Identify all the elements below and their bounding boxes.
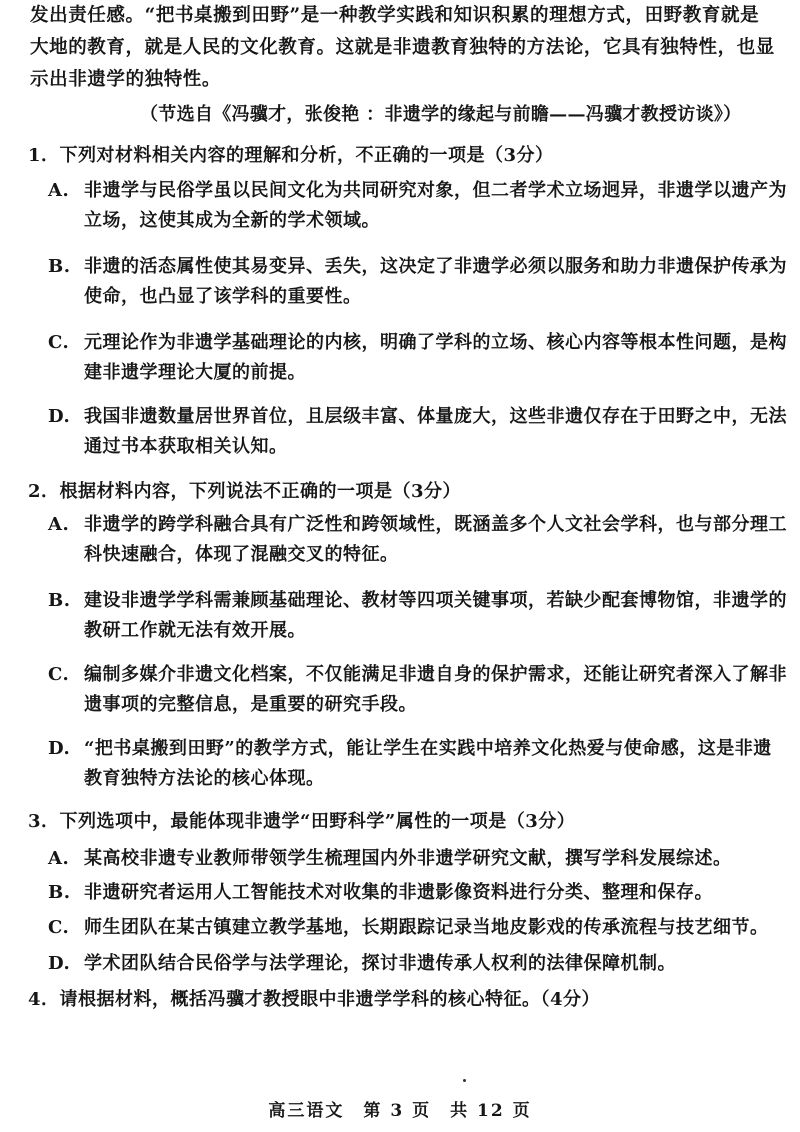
option-label: D. (48, 953, 71, 974)
option-text: 某高校非遗专业教师带领学生梳理国内外非遗学研究文献，撰写学科发展综述。 (84, 848, 732, 869)
option-label: C. (48, 332, 70, 353)
passage-line: 发出责任感。“把书桌搬到田野”是一种教学实践和知识积累的理想方式，田野教育就是 (30, 5, 760, 26)
option-label: C. (48, 664, 70, 685)
question-4-stem: 4．请根据材料，概括冯骥才教授眼中非遗学学科的核心特征。（4分） (28, 989, 601, 1010)
question-3-option-b (48, 879, 788, 907)
option-label: C. (48, 917, 70, 938)
option-text: “把书桌搬到田野”的教学方式，能让学生在实践中培养文化热爱与使命感，这是非遗教育独特方法论的核心体现。 (84, 738, 772, 789)
option-text: 师生团队在某古镇建立教学基地，长期跟踪记录当地皮影戏的传承流程与技艺细节。 (84, 917, 769, 938)
question-3-option-a (48, 845, 788, 873)
question-1-option-d (48, 402, 788, 462)
option-text: 学术团队结合民俗学与法学理论，探讨非遗传承人权利的法律保障机制。 (84, 953, 676, 974)
question-2-option-b (48, 586, 788, 646)
option-text: 非遗学的跨学科融合具有广泛性和跨领域性，既涵盖多个人文社会学科，也与部分理工科快速融合，体现了混融交叉的特征。 (84, 514, 787, 565)
option-text: 非遗学与民俗学虽以民间文化为共同研究对象，但二者学术立场迥异，非遗学以遗产为立场，这使其成为全新的学术领域。 (84, 180, 787, 231)
question-2-stem: 2．根据材料内容，下列说法不正确的一项是（3分） (28, 481, 462, 502)
question-2-option-c (48, 660, 788, 720)
option-label: D. (48, 406, 71, 427)
question-1-option-c (48, 328, 788, 388)
reading-passage (30, 0, 785, 96)
option-label: B. (48, 256, 71, 277)
option-label: A. (48, 180, 70, 201)
passage-line: 大地的教育，就是人民的文化教育。这就是非遗教育独特的方法论，它具有独特性，也显 (30, 37, 775, 58)
option-label: B. (48, 882, 71, 903)
question-2-option-d (48, 734, 788, 794)
option-label: D. (48, 738, 71, 759)
option-label: B. (48, 590, 71, 611)
option-text: 元理论作为非遗学基础理论的内核，明确了学科的立场、核心内容等根本性问题，是构建非遗学理论大厦的前提。 (84, 332, 787, 383)
passage-source: （节选自《冯骥才，张俊艳 ：非遗学的缘起与前瞻——冯骥才教授访谈》） (140, 104, 742, 125)
scan-speck (463, 1079, 466, 1082)
option-label: A. (48, 848, 70, 869)
page-footer: 高三语文 第 3 页 共 12 页 (268, 1101, 532, 1121)
option-text: 我国非遗数量居世界首位，且层级丰富、体量庞大，这些非遗仅存在于田野之中，无法通过书本获取相关认知。 (84, 406, 787, 457)
option-text: 建设非遗学学科需兼顾基础理论、教材等四项关键事项，若缺少配套博物馆，非遗学的教研工作就无法有效开展。 (84, 590, 787, 641)
question-3-stem: 3．下列选项中，最能体现非遗学“田野科学”属性的一项是（3分） (28, 811, 576, 832)
question-3-option-d (48, 950, 788, 978)
question-3-option-c (48, 914, 788, 942)
question-1-option-a (48, 176, 788, 236)
option-label: A. (48, 514, 70, 535)
question-2-option-a (48, 510, 788, 570)
option-text: 编制多媒介非遗文化档案，不仅能满足非遗自身的保护需求，还能让研究者深入了解非遗事项的完整信息，是重要的研究手段。 (84, 664, 787, 715)
question-1-stem: 1．下列对材料相关内容的理解和分析，不正确的一项是（3分） (28, 145, 554, 166)
option-text: 非遗研究者运用人工智能技术对收集的非遗影像资料进行分类、整理和保存。 (84, 882, 713, 903)
option-text: 非遗的活态属性使其易变异、丢失，这决定了非遗学必须以服务和助力非遗保护传承为使命，也凸显了该学科的重要性。 (84, 256, 787, 307)
question-1-option-b (48, 252, 788, 312)
passage-line: 示出非遗学的独特性。 (30, 69, 222, 90)
